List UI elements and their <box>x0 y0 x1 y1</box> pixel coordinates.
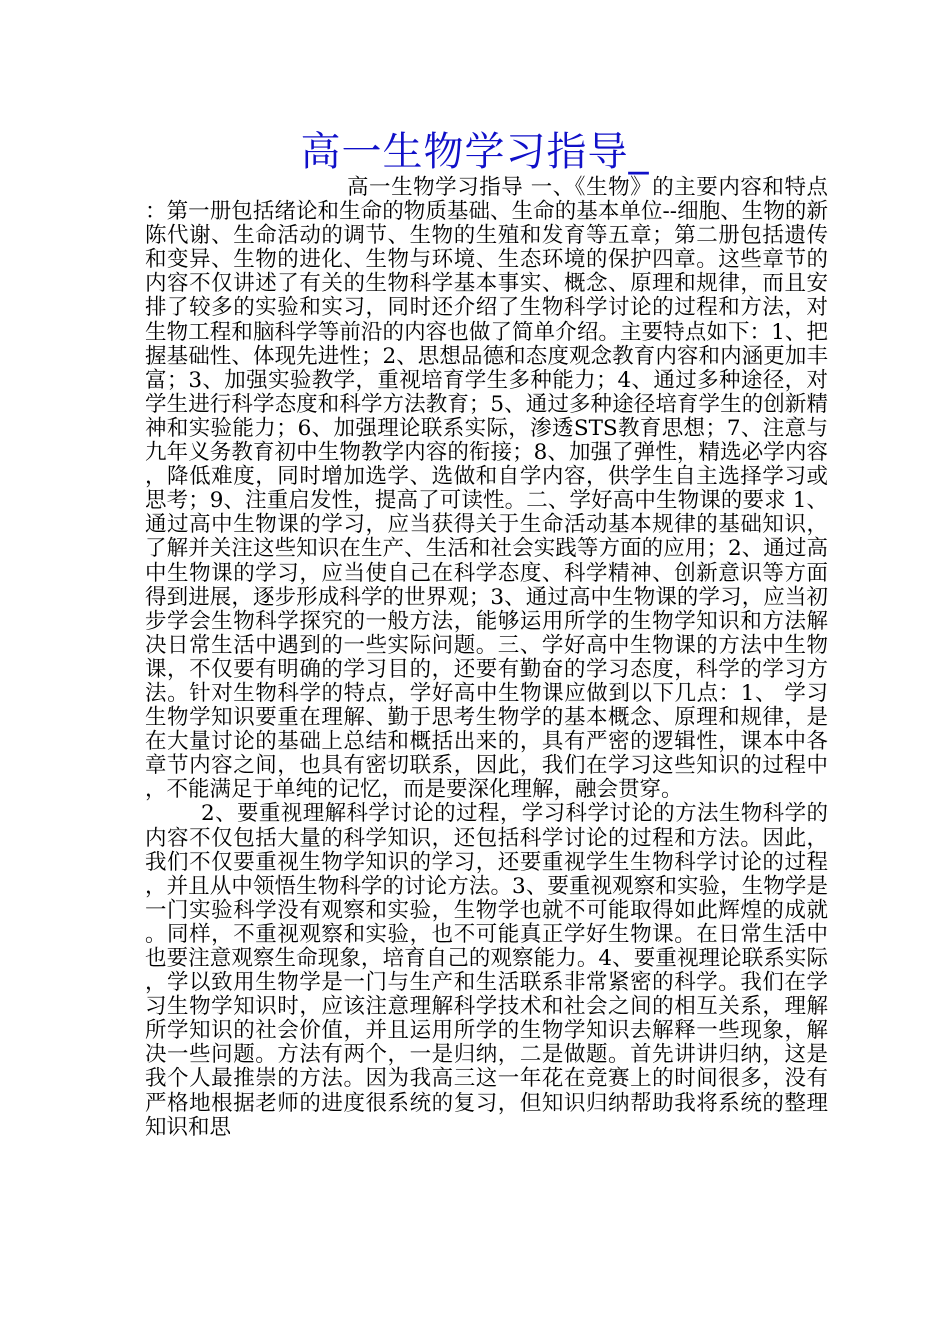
document-title: 高一生物学习指导_ <box>300 129 650 175</box>
document-body <box>145 176 828 1140</box>
body-paragraph-2: 2、要重视理解科学讨论的过程，学习科学讨论的方法生物科学的内容不仅包括大量的科学知识，还包括科学讨论的过程和方法。因此，我们不仅要重视生物学知识的学习，还要重视学生生物科学讨论的过程，并且从中领悟生物科学的讨论方法。3、要重视观察和实验，生物学是一门实验科学没有观察和实验，生物学也就不可能取得如此辉煌的成就。同样，不重视观察和实验，也不可能真正学好生物课。在日常生活中也要注意观察生命现象，培育自己的观察能力。4、要重视理论联系实际，学以致用生物学是一门与生产和生活联系非常紧密的科学。我们在学习生物学知识时，应该注意理解科学技术和社会之间的相互关系，理解所学知识的社会价值，并且运用所学的生物学知识去解释一些现象，解决一些问题。方法有两个，一是归纳，二是做题。首先讲讲归纳，这是我个人最推崇的方法。因为我高三这一年花在竞赛上的时间很多，没有严格地根据老师的进度很系统的复习，但知识归纳帮助我将系统的整理知识和思 <box>145 801 828 1140</box>
body-paragraph-1: 高一生物学习指导 一、《生物》的主要内容和特点：第一册包括绪论和生命的物质基础、生命的基本单位--细胞、生物的新陈代谢、生命活动的调节、生物的生殖和发育等五章；第二册包括遗传和变异、生物的进化、生物与环境、生态环境的保护四章。这些章节的内容不仅讲述了有关的生物科学基本事实、概念、原理和规律，而且安排了较多的实验和实习，同时还介绍了生物科学讨论的过程和方法，对生物工程和脑科学等前沿的内容也做了简单介绍。主要特点如下：1、把握基础性、体现先进性；2、思想品德和态度观念教育内容和内涵更加丰富；3、加强实验教学，重视培育学生多种能力；4、通过多种途径，对学生进行科学态度和科学方法教育；5、通过多种途径培育学生的创新精神和实验能力；6、加强理论联系实际，渗透STS教育思想；7、注意与九年义务教育初中生物教学内容的衔接；8、加强了弹性，精选必学内容，降低难度，同时增加选学、选做和自学内容，供学生自主选择学习或思考；9、注重启发性，提高了可读性。二、学好高中生物课的要求 1、通过高中生物课的学习，应当获得关于生命活动基本规律的基础知识，了解并关注这些知识在生产、生活和社会实践等方面的应用；2、通过高中生物课的学习，应当使自己在科学态度、科学精神、创新意识等方面得到进展，逐步形成科学的世界观；3、通过高中生物课的学习，应当初步学会生物科学探究的一般方法，能够运用所学的生物学知识和方法解决日常生活中遇到的一些实际问题。三、学好高中生物课的方法中生物课，不仅要有明确的学习目的，还要有勤奋的学习态度，科学的学习方法。针对生物科学的特点，学好高中生物课应做到以下几点：1、 学习生物学知识要重在理解、勤于思考生物学的基本概念、原理和规律，是在大量讨论的基础上总结和概括出来的，具有严密的逻辑性，课本中各章节内容之间，也具有密切联系，因此，我们在学习这些知识的过程中，不能满足于单纯的记忆，而是要深化理解，融会贯穿。 <box>145 175 828 803</box>
